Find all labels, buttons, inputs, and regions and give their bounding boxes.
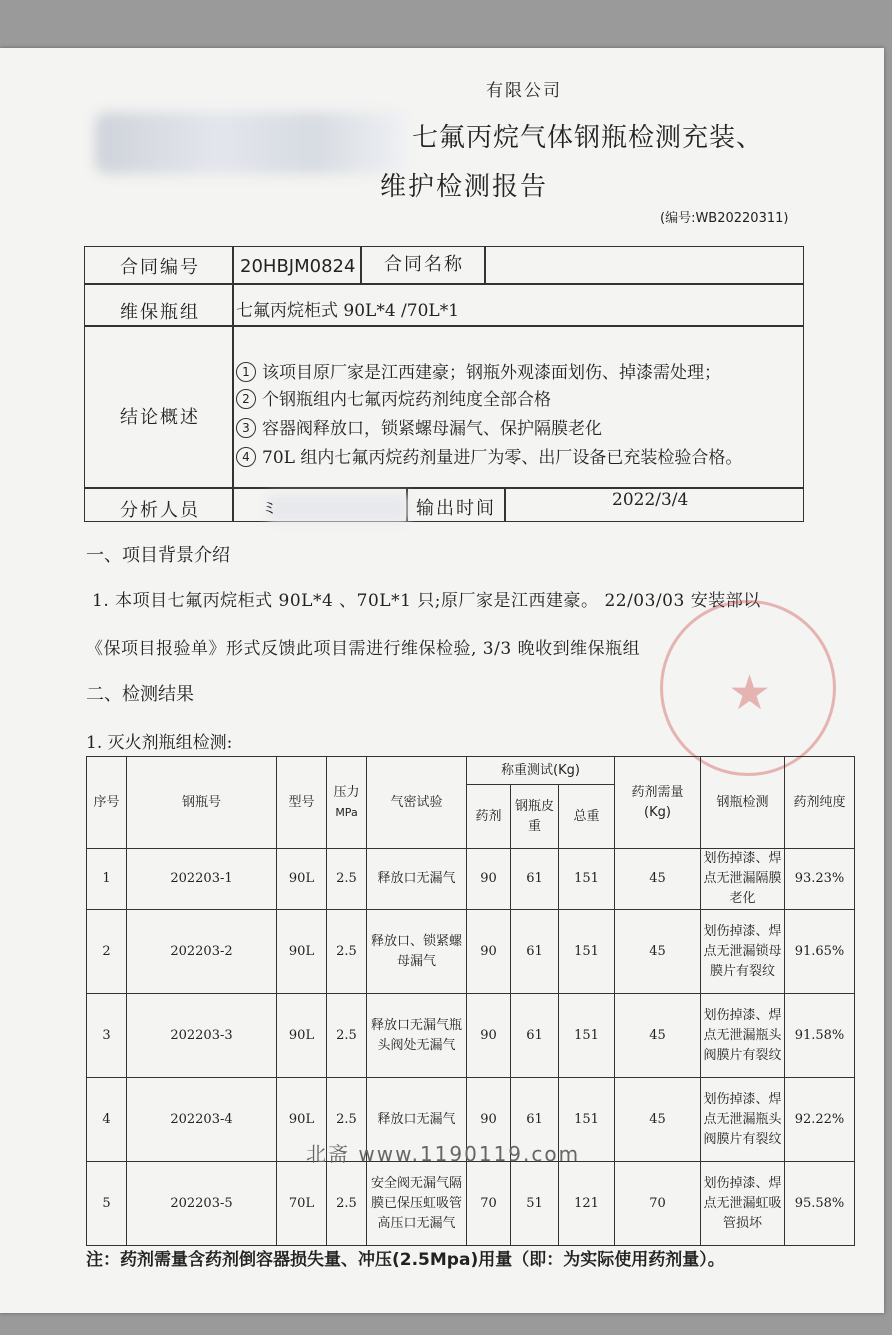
cell-pressure: 2.5: [327, 994, 367, 1078]
cell-pressure: 2.5: [327, 1078, 367, 1162]
header-required-label: 药剂需量: [631, 784, 684, 800]
cell-required: 45: [615, 849, 701, 910]
cell-model: 90L: [277, 910, 327, 994]
cell-tare: 61: [511, 910, 559, 994]
analyst-label: 分析人员: [120, 500, 200, 521]
conclusion-text: 个钢瓶组内七氟丙烷药剂纯度全部合格: [262, 390, 551, 410]
cell-cylinder-no: 202203-4: [127, 1078, 277, 1162]
redacted-company: [95, 112, 405, 174]
circled-number: 1: [236, 362, 256, 382]
header-tare: 钢瓶皮重: [511, 785, 559, 849]
table-row: [87, 1162, 855, 1246]
header-model: 型号: [277, 757, 327, 849]
inspection-table: [86, 756, 855, 1246]
cell-seq: 3: [87, 994, 127, 1078]
divider: [360, 246, 362, 283]
header-required: [615, 757, 701, 849]
header-required-unit: (Kg): [644, 804, 671, 820]
report-title-line1: 七氟丙烷气体钢瓶检测充装、: [412, 123, 764, 153]
cell-cylinder-no: 202203-3: [127, 994, 277, 1078]
info-table: [84, 246, 804, 522]
watermark-text: 北斋 www.1190119.com: [306, 1142, 581, 1166]
cell-model: 90L: [277, 849, 327, 910]
divider: [84, 487, 804, 489]
cell-seq: 5: [87, 1162, 127, 1246]
paragraph: 《保项目报验单》形式反馈此项目需进行维保检验, 3/3 晚收到维保瓶组: [86, 639, 641, 659]
table-row: [87, 849, 855, 910]
cell-cylinder-no: 202203-5: [127, 1162, 277, 1246]
cell-inspection: 划伤掉漆、焊点无泄漏锁母膜片有裂纹: [701, 910, 785, 994]
cell-pressure: 2.5: [327, 849, 367, 910]
cell-required: 45: [615, 994, 701, 1078]
cell-airtight: 释放口无漏气瓶头阀处无漏气: [367, 994, 467, 1078]
cell-gross: 151: [559, 910, 615, 994]
conclusion-item: [236, 385, 551, 410]
cell-required: 45: [615, 910, 701, 994]
cell-purity: 95.58%: [785, 1162, 855, 1246]
header-purity: 药剂纯度: [785, 757, 855, 849]
cell-model: 70L: [277, 1162, 327, 1246]
company-name: 有限公司: [486, 81, 562, 101]
header-agent: 药剂: [467, 785, 511, 849]
circled-number: 4: [236, 447, 256, 467]
header-weigh-group: 称重测试(Kg): [467, 757, 615, 785]
cell-purity: 91.65%: [785, 910, 855, 994]
cell-agent: 90: [467, 994, 511, 1078]
cell-agent: 90: [467, 910, 511, 994]
cell-agent: 90: [467, 849, 511, 910]
divider: [232, 246, 234, 522]
cell-tare: 61: [511, 1078, 559, 1162]
header-inspection: 钢瓶检测: [701, 757, 785, 849]
cell-pressure: 2.5: [327, 1162, 367, 1246]
analyst-name: ミ: [262, 499, 278, 517]
circled-number: 3: [236, 418, 256, 438]
section-title: 一、项目背景介绍: [86, 545, 230, 566]
section-title: 二、检测结果: [86, 684, 194, 705]
star-icon: ★: [728, 665, 772, 721]
cell-inspection: 划伤掉漆、焊点无泄漏瓶头阀膜片有裂纹: [701, 1078, 785, 1162]
header-seq: 序号: [87, 757, 127, 849]
cell-model: 90L: [277, 994, 327, 1078]
cell-airtight: 释放口无漏气: [367, 849, 467, 910]
divider: [504, 487, 506, 522]
output-time-label: 输出时间: [416, 498, 496, 519]
cell-tare: 61: [511, 994, 559, 1078]
cell-cylinder-no: 202203-1: [127, 849, 277, 910]
cell-model: 90L: [277, 1078, 327, 1162]
header-pressure: [327, 757, 367, 849]
conclusion-item: [236, 358, 721, 383]
paragraph: 1. 本项目七氟丙烷柜式 90L*4 、70L*1 只;原厂家是江西建豪。 22/03/03 安装部以: [92, 591, 761, 611]
header-pressure-label: 压力: [333, 784, 360, 800]
cell-inspection: 划伤掉漆、焊点无泄漏隔膜老化: [701, 849, 785, 910]
divider: [84, 325, 804, 327]
contract-name-label: 合同名称: [384, 254, 464, 275]
cell-airtight: 安全阀无漏气隔膜已保压虹吸管高压口无漏气: [367, 1162, 467, 1246]
divider: [84, 283, 804, 285]
redacted-name: [268, 494, 408, 522]
cell-seq: 2: [87, 910, 127, 994]
output-time: 2022/3/4: [612, 490, 689, 510]
cell-purity: 92.22%: [785, 1078, 855, 1162]
report-code: (编号:WB20220311): [660, 211, 789, 226]
contract-no: 20HBJM0824: [240, 256, 356, 277]
header-gross: 总重: [559, 785, 615, 849]
cell-tare: 51: [511, 1162, 559, 1246]
cell-purity: 91.58%: [785, 994, 855, 1078]
divider: [484, 246, 486, 283]
header-airtight: 气密试验: [367, 757, 467, 849]
cell-cylinder-no: 202203-2: [127, 910, 277, 994]
table-row: [87, 994, 855, 1078]
circled-number: 2: [236, 389, 256, 409]
cell-inspection: 划伤掉漆、焊点无泄漏瓶头阀膜片有裂纹: [701, 994, 785, 1078]
table-row: [87, 910, 855, 994]
conclusion-text: 该项目原厂家是江西建豪；钢瓶外观漆面划伤、掉漆需处理；: [262, 363, 721, 383]
cell-gross: 151: [559, 994, 615, 1078]
cell-tare: 61: [511, 849, 559, 910]
subsection-title: 1. 灭火剂瓶组检测:: [86, 733, 233, 753]
cell-airtight: 释放口、锁紧螺母漏气: [367, 910, 467, 994]
report-title-line2: 维护检测报告: [380, 172, 549, 202]
conclusion-label: 结论概述: [120, 407, 200, 428]
header-cylinder-no: 钢瓶号: [127, 757, 277, 849]
conclusion-item: [236, 443, 742, 468]
conclusion-text: 容器阀释放口，锁紧螺母漏气、保护隔膜老化: [262, 419, 602, 439]
cell-purity: 93.23%: [785, 849, 855, 910]
cell-seq: 1: [87, 849, 127, 910]
cell-agent: 90: [467, 1078, 511, 1162]
cylinder-group: 七氟丙烷柜式 90L*4 /70L*1: [236, 301, 460, 321]
cell-required: 45: [615, 1078, 701, 1162]
cell-gross: 151: [559, 849, 615, 910]
cell-agent: 70: [467, 1162, 511, 1246]
conclusion-item: [236, 414, 602, 439]
cell-gross: 121: [559, 1162, 615, 1246]
conclusion-text: 70L 组内七氟丙烷药剂量进厂为零、出厂设备已充装检验合格。: [262, 448, 743, 468]
footnote: 注：药剂需量含药剂倒容器损失量、冲压(2.5Mpa)用量（即：为实际使用药剂量）。: [86, 1250, 725, 1270]
cell-pressure: 2.5: [327, 910, 367, 994]
cell-gross: 151: [559, 1078, 615, 1162]
cell-seq: 4: [87, 1078, 127, 1162]
cell-airtight: 释放口无漏气: [367, 1078, 467, 1162]
header-pressure-unit: MPa: [335, 805, 358, 819]
cell-required: 70: [615, 1162, 701, 1246]
contract-no-label: 合同编号: [120, 257, 200, 278]
cell-inspection: 划伤掉漆、焊点无泄漏虹吸管损坏: [701, 1162, 785, 1246]
cylinder-group-label: 维保瓶组: [120, 302, 200, 323]
